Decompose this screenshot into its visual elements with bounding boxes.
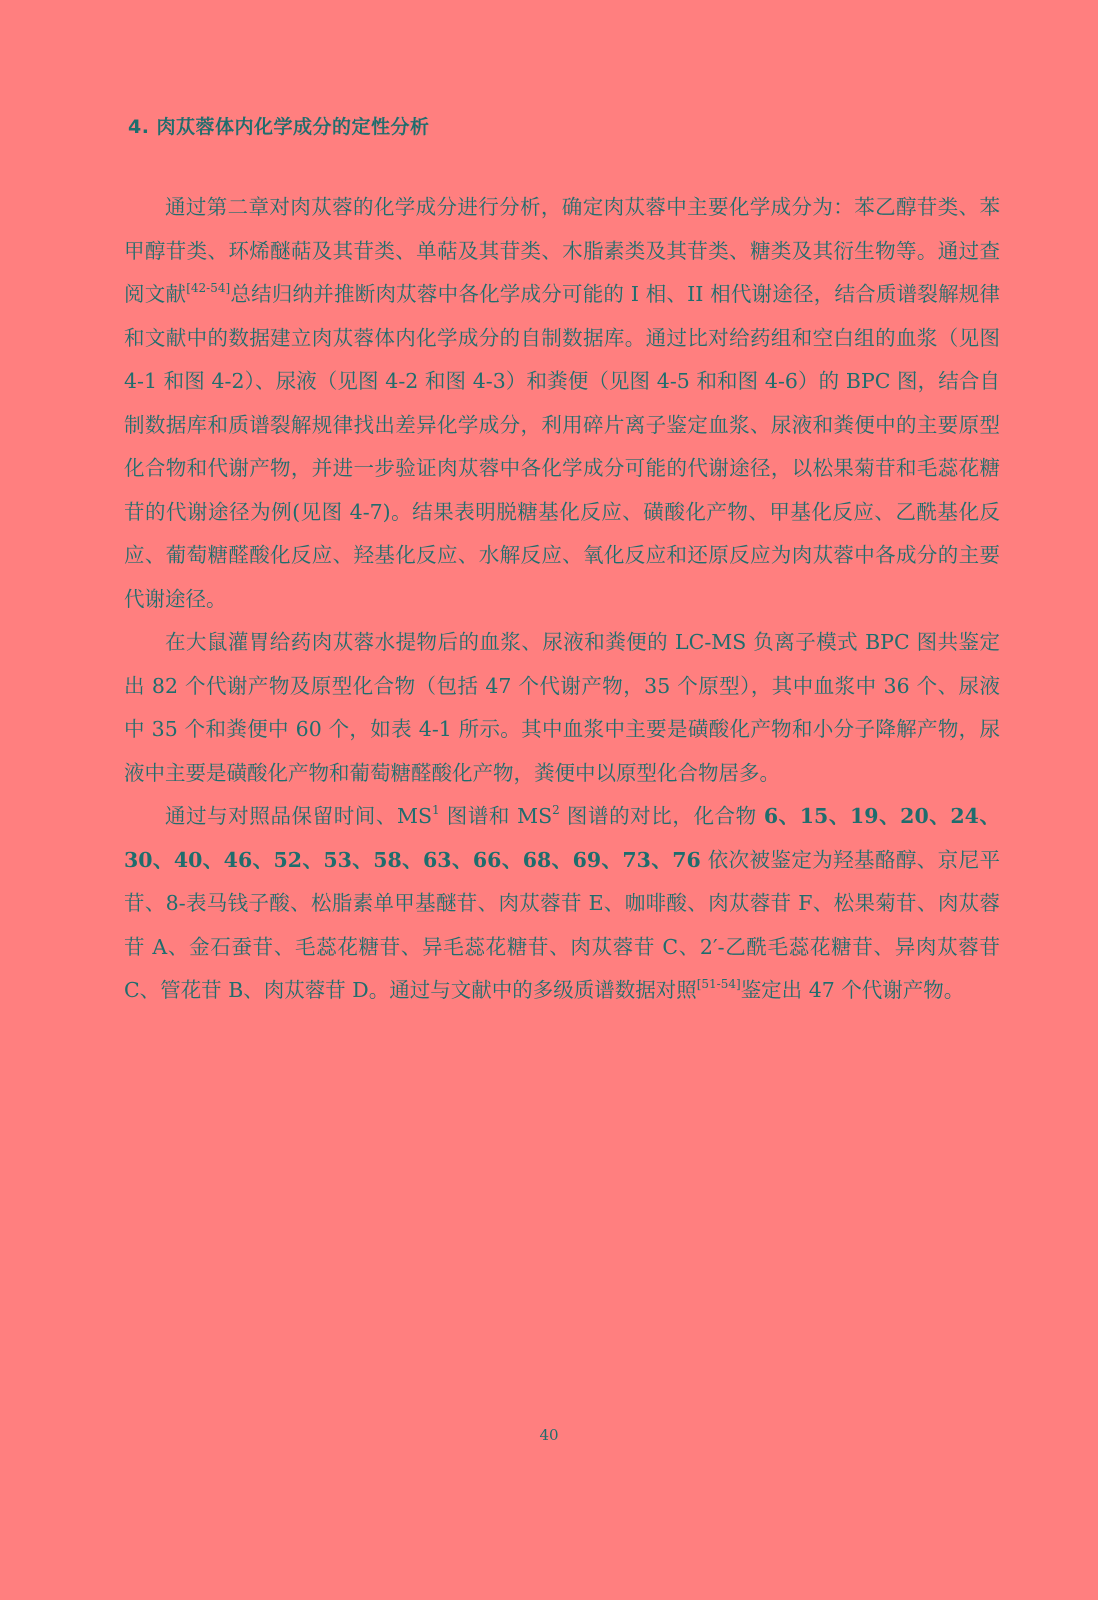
- page-number: 40: [539, 1426, 559, 1444]
- superscript-1: 1: [432, 803, 440, 817]
- paragraph-3-text-d: 依次被鉴定为羟基酪醇、京尼平苷、8-表马钱子酸、松脂素单甲基醚苷、肉苁蓉苷 E、咖啡酸、肉苁蓉苷 F、松果菊苷、肉苁蓉苷 A、金石蚕苷、毛蕊花糖苷、异毛蕊花糖苷、肉苁蓉苷 C、2′-乙酰毛蕊花糖苷、异肉苁蓉苷 C、管花苷 B、肉苁蓉苷 D。通过与文献中的多级质谱数据对照: [124, 847, 1000, 1002]
- body-text: [124, 186, 1000, 1013]
- compound-numbers: 6、15、19、20、24、30、40、46、52、53、58、63、66、68、69、73、76: [124, 804, 1000, 872]
- paragraph-2: 在大鼠灌胃给药肉苁蓉水提物后的血浆、尿液和粪便的 LC-MS 负离子模式 BPC 图共鉴定出 82 个代谢产物及原型化合物（包括 47 个代谢产物，35 个原型），其中血浆中 36 个、尿液中 35 个和粪便中 60 个，如表 4-1 所示。其中血浆中主要是磺酸化产物和小分子降解产物，尿液中主要是磺酸化产物和葡萄糖醛酸化产物，粪便中以原型化合物居多。: [124, 630, 1000, 785]
- paragraph-1-text-a: 通过第二章对肉苁蓉的化学成分进行分析，确定肉苁蓉中主要化学成分为：苯乙醇苷类、苯甲醇苷类、环烯醚萜及其苷类、单萜及其苷类、木脂素类及其苷类、糖类及其衍生物等。通过查阅文献: [124, 195, 1000, 306]
- paragraph-3-text-b: 图谱和 MS: [439, 804, 553, 828]
- paragraph-3-text-e: 鉴定出 47 个代谢产物。: [740, 978, 965, 1002]
- citation-ref: [51-54]: [696, 977, 741, 991]
- paragraph-1-text-b: 总结归纳并推断肉苁蓉中各化学成分可能的 I 相、II 相代谢途径，结合质谱裂解规律和文献中的数据建立肉苁蓉体内化学成分的自制数据库。通过比对给药组和空白组的血浆（见图 4-1 和图 4-2）、尿液（见图 4-2 和图 4-3）和粪便（见图 4-5 和和图 4-6）的 BPC 图，结合自制数据库和质谱裂解规律找出差异化学成分，利用碎片离子鉴定血浆、尿液和粪便中的主要原型化合物和代谢产物，并进一步验证肉苁蓉中各化学成分可能的代谢途径，以松果菊苷和毛蕊花糖苷的代谢途径为例(见图 4-7)。结果表明脱糖基化反应、磺酸化产物、甲基化反应、乙酰基化反应、葡萄糖醛酸化反应、羟基化反应、水解反应、氧化反应和还原反应为肉苁蓉中各成分的主要代谢途径。: [124, 282, 1001, 611]
- superscript-2: 2: [552, 803, 560, 817]
- section-heading: 4. 肉苁蓉体内化学成分的定性分析: [128, 116, 430, 138]
- paragraph-3-text-c: 图谱的对比，化合物: [559, 804, 764, 828]
- citation-ref: [42-54]: [186, 281, 231, 295]
- paragraph-3: [124, 795, 1000, 1013]
- paragraph-3-text-a: 通过与对照品保留时间、MS: [165, 804, 433, 828]
- paragraph-1: [124, 186, 1000, 621]
